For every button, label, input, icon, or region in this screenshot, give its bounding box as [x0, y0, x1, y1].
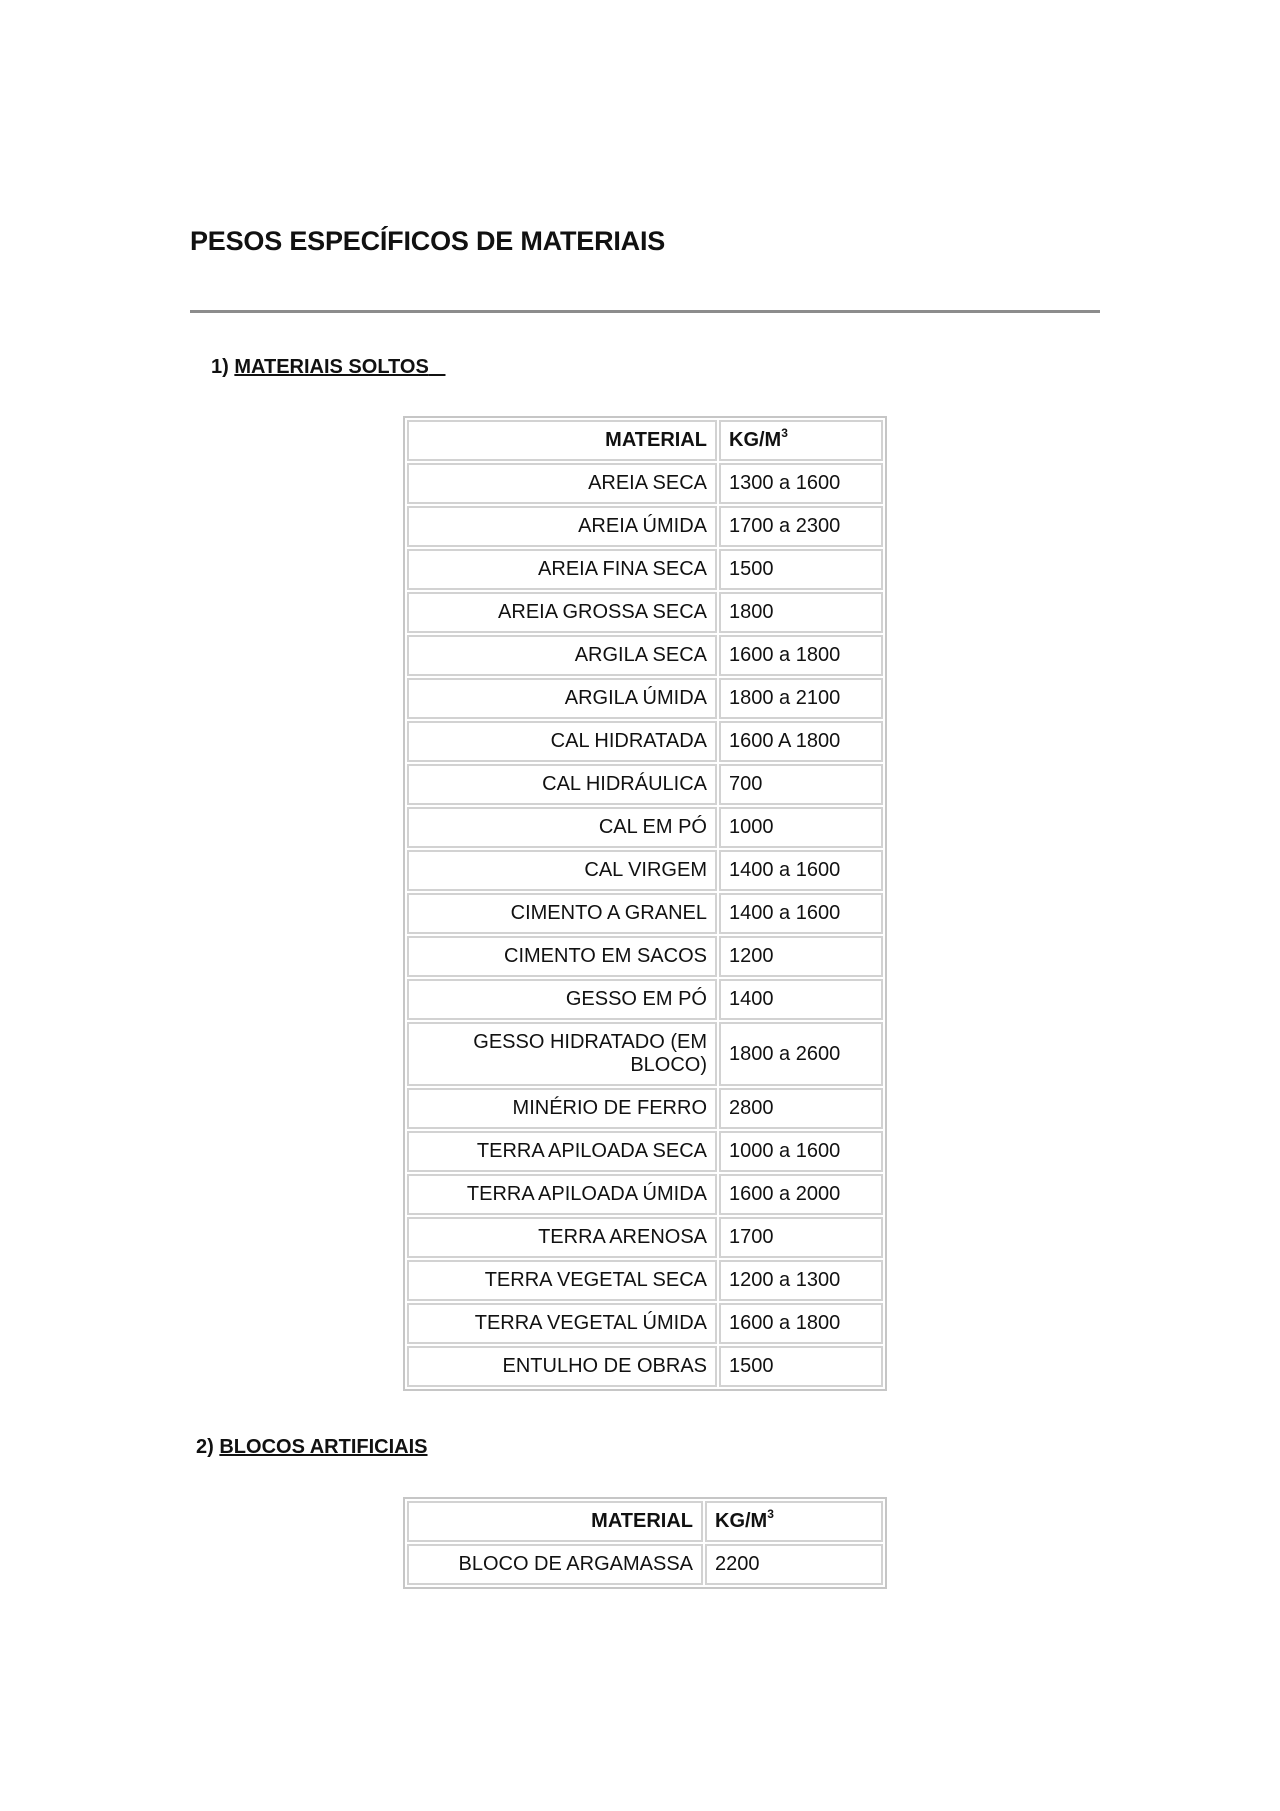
density-value-cell: 1400 a 1600 — [719, 893, 883, 934]
table-row — [407, 1174, 883, 1215]
density-value-cell: 1200 — [719, 936, 883, 977]
material-cell: CAL HIDRATADA — [407, 721, 717, 762]
density-value-cell: 1800 a 2600 — [719, 1022, 883, 1086]
table-row — [407, 1303, 883, 1344]
unit-label: KG/M — [715, 1510, 768, 1532]
table-row — [407, 1544, 883, 1585]
table-row — [407, 721, 883, 762]
unit-column-header — [705, 1501, 883, 1542]
horizontal-divider — [190, 310, 1100, 313]
density-value-cell: 1200 a 1300 — [719, 1260, 883, 1301]
density-value-cell: 1500 — [719, 1346, 883, 1387]
material-cell: BLOCO DE ARGAMASSA — [407, 1544, 703, 1585]
material-cell: CIMENTO EM SACOS — [407, 936, 717, 977]
table-row — [407, 1022, 883, 1086]
material-cell: AREIA ÚMIDA — [407, 506, 717, 547]
material-cell: CAL HIDRÁULICA — [407, 764, 717, 805]
table-row — [407, 549, 883, 590]
density-value-cell: 1300 a 1600 — [719, 463, 883, 504]
material-cell: ENTULHO DE OBRAS — [407, 1346, 717, 1387]
table-header-row — [407, 420, 883, 461]
density-value-cell: 1700 a 2300 — [719, 506, 883, 547]
density-value-cell: 1800 a 2100 — [719, 678, 883, 719]
density-value-cell: 2800 — [719, 1088, 883, 1129]
density-value-cell: 1600 a 2000 — [719, 1174, 883, 1215]
material-cell: TERRA VEGETAL SECA — [407, 1260, 717, 1301]
table-row — [407, 1217, 883, 1258]
density-value-cell: 1600 a 1800 — [719, 635, 883, 676]
density-value-cell: 1400 a 1600 — [719, 850, 883, 891]
density-value-cell: 1400 — [719, 979, 883, 1020]
table-row — [407, 893, 883, 934]
density-value-cell: 1700 — [719, 1217, 883, 1258]
material-cell: MINÉRIO DE FERRO — [407, 1088, 717, 1129]
density-value-cell: 1600 A 1800 — [719, 721, 883, 762]
section-title: BLOCOS ARTIFICIAIS — [219, 1436, 428, 1458]
table-row — [407, 936, 883, 977]
table-header-row — [407, 1501, 883, 1542]
table-row — [407, 506, 883, 547]
density-value-cell: 1000 — [719, 807, 883, 848]
table-row — [407, 979, 883, 1020]
material-cell: CAL EM PÓ — [407, 807, 717, 848]
table-row — [407, 592, 883, 633]
material-cell: GESSO EM PÓ — [407, 979, 717, 1020]
material-cell: ARGILA SECA — [407, 635, 717, 676]
unit-exponent: 3 — [767, 1507, 774, 1521]
table-row — [407, 1346, 883, 1387]
page-title: PESOS ESPECÍFICOS DE MATERIAIS — [190, 226, 666, 256]
table-row — [407, 1260, 883, 1301]
section-number: 1) — [211, 356, 229, 378]
material-cell: AREIA GROSSA SECA — [407, 592, 717, 633]
material-column-header: MATERIAL — [407, 1501, 703, 1542]
table-row — [407, 850, 883, 891]
density-value-cell: 2200 — [705, 1544, 883, 1585]
material-cell: CAL VIRGEM — [407, 850, 717, 891]
material-column-header: MATERIAL — [407, 420, 717, 461]
table-row — [407, 807, 883, 848]
density-value-cell: 700 — [719, 764, 883, 805]
unit-exponent: 3 — [781, 426, 788, 440]
density-value-cell: 1600 a 1800 — [719, 1303, 883, 1344]
material-cell: TERRA APILOADA ÚMIDA — [407, 1174, 717, 1215]
section-heading-materiais-soltos — [211, 356, 445, 379]
material-cell: AREIA SECA — [407, 463, 717, 504]
section-heading-blocos-artificiais — [196, 1436, 428, 1459]
table-row — [407, 1131, 883, 1172]
material-cell: TERRA VEGETAL ÚMIDA — [407, 1303, 717, 1344]
material-cell: CIMENTO A GRANEL — [407, 893, 717, 934]
density-value-cell: 1500 — [719, 549, 883, 590]
unit-column-header — [719, 420, 883, 461]
table-row — [407, 678, 883, 719]
materiais-soltos-table — [403, 416, 887, 1391]
table-row — [407, 1088, 883, 1129]
unit-label: KG/M — [729, 429, 782, 451]
blocos-artificiais-table — [403, 1497, 887, 1589]
material-cell: TERRA ARENOSA — [407, 1217, 717, 1258]
material-cell: AREIA FINA SECA — [407, 549, 717, 590]
section-number: 2) — [196, 1436, 214, 1458]
table-row — [407, 463, 883, 504]
section-title: MATERIAIS SOLTOS — [234, 356, 429, 378]
material-cell: ARGILA ÚMIDA — [407, 678, 717, 719]
table-row — [407, 635, 883, 676]
density-value-cell: 1800 — [719, 592, 883, 633]
material-cell: GESSO HIDRATADO (EM BLOCO) — [407, 1022, 717, 1086]
density-value-cell: 1000 a 1600 — [719, 1131, 883, 1172]
material-cell: TERRA APILOADA SECA — [407, 1131, 717, 1172]
table-row — [407, 764, 883, 805]
